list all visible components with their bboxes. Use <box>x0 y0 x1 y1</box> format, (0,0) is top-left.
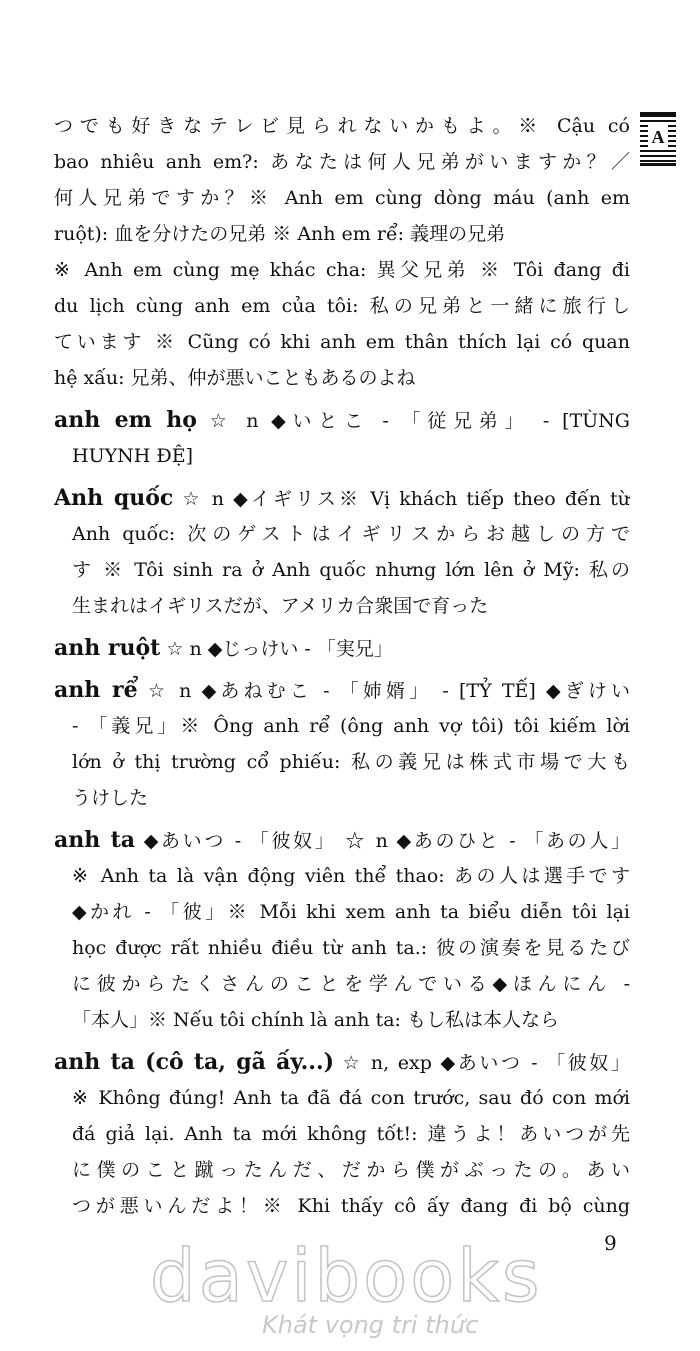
line-text: つが悪いんだよ！※ Khi thấy cô ấy đang đi bộ cùng <box>72 1195 630 1217</box>
entry-text-line <box>54 894 630 930</box>
line-text: 何人兄弟ですか？※ Anh em cùng dòng máu (anh em <box>54 187 630 209</box>
entry-text-line <box>54 216 630 252</box>
line-text: うけした <box>72 787 149 809</box>
line-text: lớn ở thị trường cổ phiếu: 私の義兄は株式市場で大も <box>72 751 630 773</box>
line-text: ※ Không đúng! Anh ta đã đá con trước, sau đó con mới <box>72 1087 630 1109</box>
line-text: HUYNH ĐỆ] <box>72 445 193 467</box>
page-number: 9 <box>604 1231 617 1255</box>
entry-text-line <box>54 438 630 474</box>
line-text: đá giả lại. Anh ta mới không tốt!: 違うよ！あいつが先 <box>72 1123 630 1145</box>
entry-text-line <box>54 252 630 288</box>
line-text: ています ※ Cũng có khi anh em thân thích lại có quan <box>54 331 630 353</box>
line-text: に彼からたくさんのことを学んでいる◆ほんにん - <box>72 973 630 995</box>
line-text: Anh quốc: 次のゲストはイギリスからお越しの方で <box>72 523 630 545</box>
line-text: ◆かれ - 「彼」※ Mỗi khi xem anh ta biểu diễn tôi lại <box>72 901 630 923</box>
line-text: ruột): 血を分けたの兄弟 ※ Anh em rể: 義理の兄弟 <box>54 223 506 245</box>
line-text: ☆ n ◆イギリス※ Vị khách tiếp theo đến từ <box>173 488 630 510</box>
entry-text-line <box>54 552 630 588</box>
line-text: du lịch cùng anh em của tôi: 私の兄弟と一緒に旅行し <box>54 295 630 317</box>
headword: anh rể <box>54 677 138 703</box>
entry-text-line <box>54 360 630 396</box>
entry-headword-line <box>54 402 630 438</box>
entry-text-line <box>54 966 630 1002</box>
entry-text-line <box>54 180 630 216</box>
line-text: に僕のこと蹴ったんだ、だから僕がぶったの。あい <box>72 1159 630 1181</box>
entry-text-line <box>54 708 630 744</box>
line-text: học được rất nhiều điều từ anh ta.: 彼の演奏を見るたび <box>72 937 630 959</box>
section-letter: A <box>648 125 668 149</box>
entry-headword-line <box>54 480 630 516</box>
headword: anh ta (cô ta, gã ấy...) <box>54 1049 335 1075</box>
line-text: つでも好きなテレビ見られないかもよ。※ Cậu có <box>54 115 630 137</box>
line-text: ◆あいつ - 「彼奴」 ☆ n ◆あのひと - 「あの人」 <box>135 830 630 852</box>
headword: anh ruột <box>54 635 161 661</box>
entry-text-line <box>54 144 630 180</box>
entry-text-line <box>54 930 630 966</box>
dictionary-entries <box>54 108 630 1224</box>
entry-headword-line <box>54 1044 630 1080</box>
entry-text-line <box>54 108 630 144</box>
line-text: 「本人」※ Nếu tôi chính là anh ta: もし私は本人なら <box>72 1009 559 1031</box>
entry-text-line <box>54 1188 630 1224</box>
section-thumb-tab <box>640 112 676 166</box>
entry-headword-line <box>54 630 630 666</box>
entry-headword-line <box>54 822 630 858</box>
entry-text-line <box>54 324 630 360</box>
entry-text-line <box>54 1080 630 1116</box>
line-text: hệ xấu: 兄弟、仲が悪いこともあるのよね <box>54 367 416 389</box>
line-text: bao nhiêu anh em?: あなたは何人兄弟がいますか？／ <box>54 151 630 173</box>
line-text: ☆ n, exp ◆あいつ - 「彼奴」 <box>334 1052 630 1074</box>
entry-text-line <box>54 516 630 552</box>
line-text: ☆ n ◆あねむこ - 「姉婿」 - [TỶ TẾ] ◆ぎけい <box>137 680 630 702</box>
entry-text-line <box>54 1152 630 1188</box>
headword: anh ta <box>54 827 135 853</box>
line-text: - 「義兄」※ Ông anh rể (ông anh vợ tôi) tôi kiếm lời <box>72 715 630 737</box>
entry-text-line <box>54 1116 630 1152</box>
headword: anh em họ <box>54 407 197 433</box>
line-text: 生まれはイギリスだが、アメリカ合衆国で育った <box>72 595 489 617</box>
watermark-brand: davibooks <box>150 1234 543 1318</box>
entry-text-line <box>54 780 630 816</box>
line-text: ☆ n ◆いとこ - 「従兄弟」 - [TÙNG <box>196 410 630 432</box>
entry-text-line <box>54 744 630 780</box>
line-text: す ※ Tôi sinh ra ở Anh quốc nhưng lớn lên ở Mỹ: 私の <box>72 559 630 581</box>
entry-text-line <box>54 288 630 324</box>
entry-text-line <box>54 588 630 624</box>
entry-text-line <box>54 1002 630 1038</box>
line-text: ※ Anh ta là vận động viên thể thao: あの人は選手です <box>72 865 630 887</box>
entry-text-line <box>54 858 630 894</box>
line-text: ※ Anh em cùng mẹ khác cha: 異父兄弟 ※ Tôi đang đi <box>54 259 630 281</box>
watermark-tagline: Khát vọng tri thức <box>262 1311 479 1339</box>
line-text: ☆ n ◆じっけい - 「実兄」 <box>160 638 393 660</box>
entry-headword-line <box>54 672 630 708</box>
headword: Anh quốc <box>54 485 174 511</box>
